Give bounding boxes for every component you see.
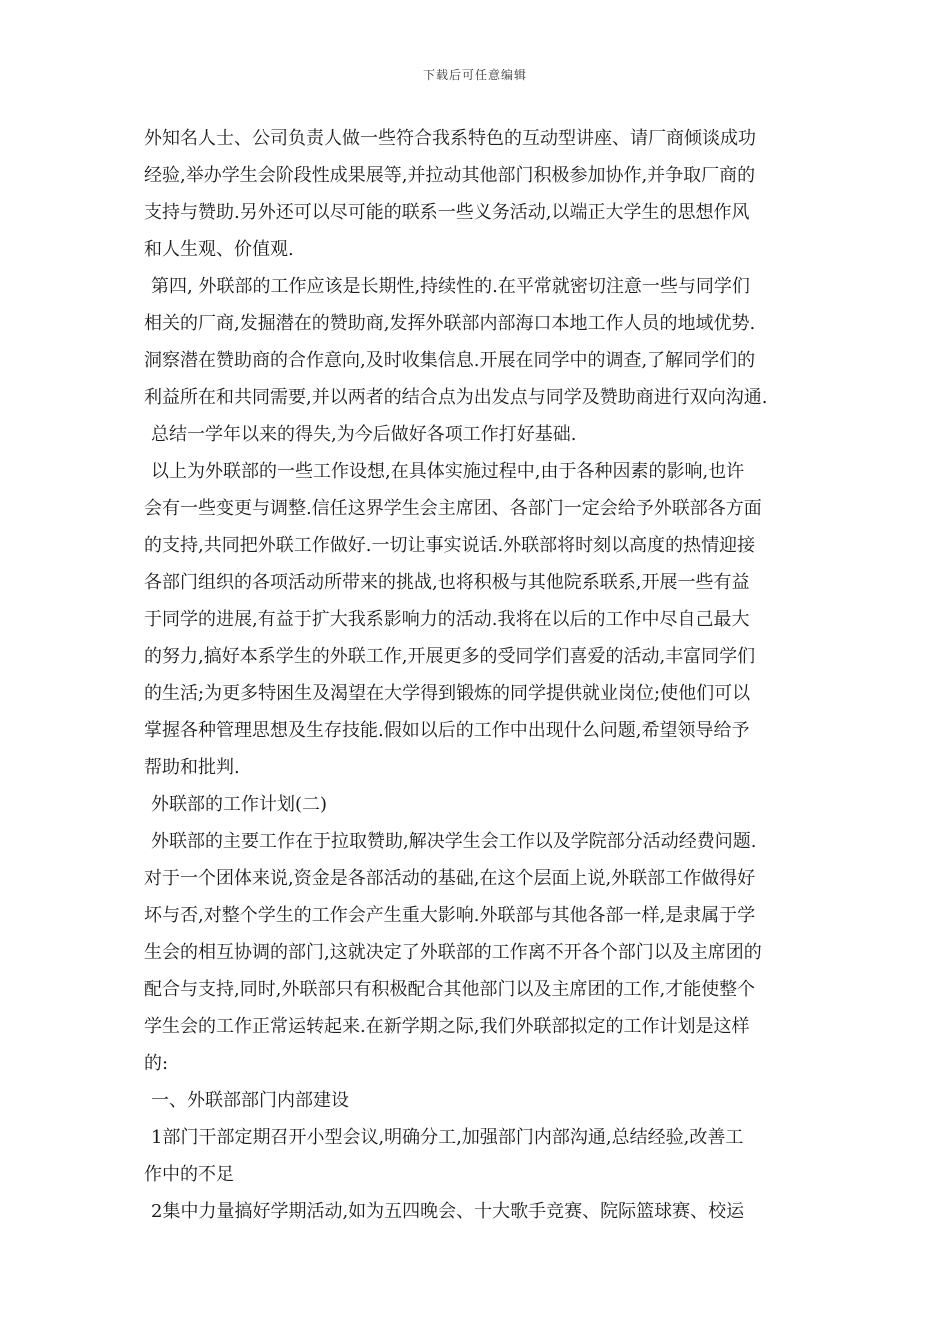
text-line: 利益所在和共同需要,并以两者的结合点为出发点与同学及赞助商进行双向沟通. <box>144 387 768 408</box>
text-line: 以上为外联部的一些工作设想,在具体实施过程中,由于各种因素的影响,也许 <box>151 461 745 482</box>
text-line: 外联部的主要工作在于拉取赞助,解决学生会工作以及学院部分活动经费问题. <box>151 831 757 852</box>
text-line: 于同学的进展,有益于扩大我系影响力的活动.我将在以后的工作中尽自己最大 <box>144 609 750 630</box>
text-line: 经验,举办学生会阶段性成果展等,并拉动其他部门积极参加协作,并争取厂商的 <box>144 165 756 186</box>
text-line: 对于一个团体来说,资金是各部活动的基础,在这个层面上说,外联部工作做得好 <box>144 868 756 889</box>
document-body <box>144 120 814 1230</box>
page-header: 下载后可任意编辑 <box>422 68 527 82</box>
text-line: 2集中力量搞好学期活动,如为五四晚会、十大歌手竞赛、院际篮球赛、校运 <box>151 1201 745 1222</box>
text-line: 帮助和批判. <box>144 757 240 778</box>
text-line: 的努力,搞好本系学生的外联工作,开展更多的受同学们喜爱的活动,丰富同学们 <box>144 646 756 667</box>
text-line: 一、外联部部门内部建设 <box>151 1090 349 1111</box>
text-line: 坏与否,对整个学生的工作会产生重大影响.外联部与其他各部一样,是隶属于学 <box>144 905 756 926</box>
text-line: 洞察潜在赞助商的合作意向,及时收集信息.开展在同学中的调查,了解同学们的 <box>144 350 756 371</box>
text-line: 1部门干部定期召开小型会议,明确分工,加强部门内部沟通,总结经验,改善工 <box>151 1127 744 1148</box>
text-line: 学生会的工作正常运转起来.在新学期之际,我们外联部拟定的工作计划是这样 <box>144 1016 750 1037</box>
text-line: 作中的不足 <box>144 1164 234 1185</box>
text-line: 支持与赞助.另外还可以尽可能的联系一些义务活动,以端正大学生的思想作风 <box>144 202 750 223</box>
text-line: 第四, 外联部的工作应该是长期性,持续性的.在平常就密切注意一些与同学们 <box>151 276 750 297</box>
text-line: 外知名人士、公司负责人做一些符合我系特色的互动型讲座、请厂商倾谈成功 <box>144 128 756 149</box>
text-line: 相关的厂商,发掘潜在的赞助商,发挥外联部内部海口本地工作人员的地域优势. <box>144 313 756 334</box>
text-line: 和人生观、价值观. <box>144 239 294 260</box>
text-line: 配合与支持,同时,外联部只有积极配合其他部门以及主席团的工作,才能使整个 <box>144 979 756 1000</box>
text-line: 的支持,共同把外联工作做好.一切让事实说话.外联部将时刻以高度的热情迎接 <box>144 535 756 556</box>
text-line: 的: <box>144 1053 169 1074</box>
text-line: 掌握各种管理思想及生存技能.假如以后的工作中出现什么问题,希望领导给予 <box>144 720 750 741</box>
text-line: 生会的相互协调的部门,这就决定了外联部的工作离不开各个部门以及主席团的 <box>144 942 762 963</box>
text-line: 总结一学年以来的得失,为今后做好各项工作打好基础. <box>151 424 577 445</box>
text-line: 会有一些变更与调整.信任这界学生会主席团、各部门一定会给予外联部各方面 <box>144 498 762 519</box>
text-line: 各部门组织的各项活动所带来的挑战,也将积极与其他院系联系,开展一些有益 <box>144 572 750 593</box>
text-line: 外联部的工作计划(二) <box>151 794 328 815</box>
text-line: 的生活;为更多特困生及渴望在大学得到锻炼的同学提供就业岗位;使他们可以 <box>144 683 751 704</box>
